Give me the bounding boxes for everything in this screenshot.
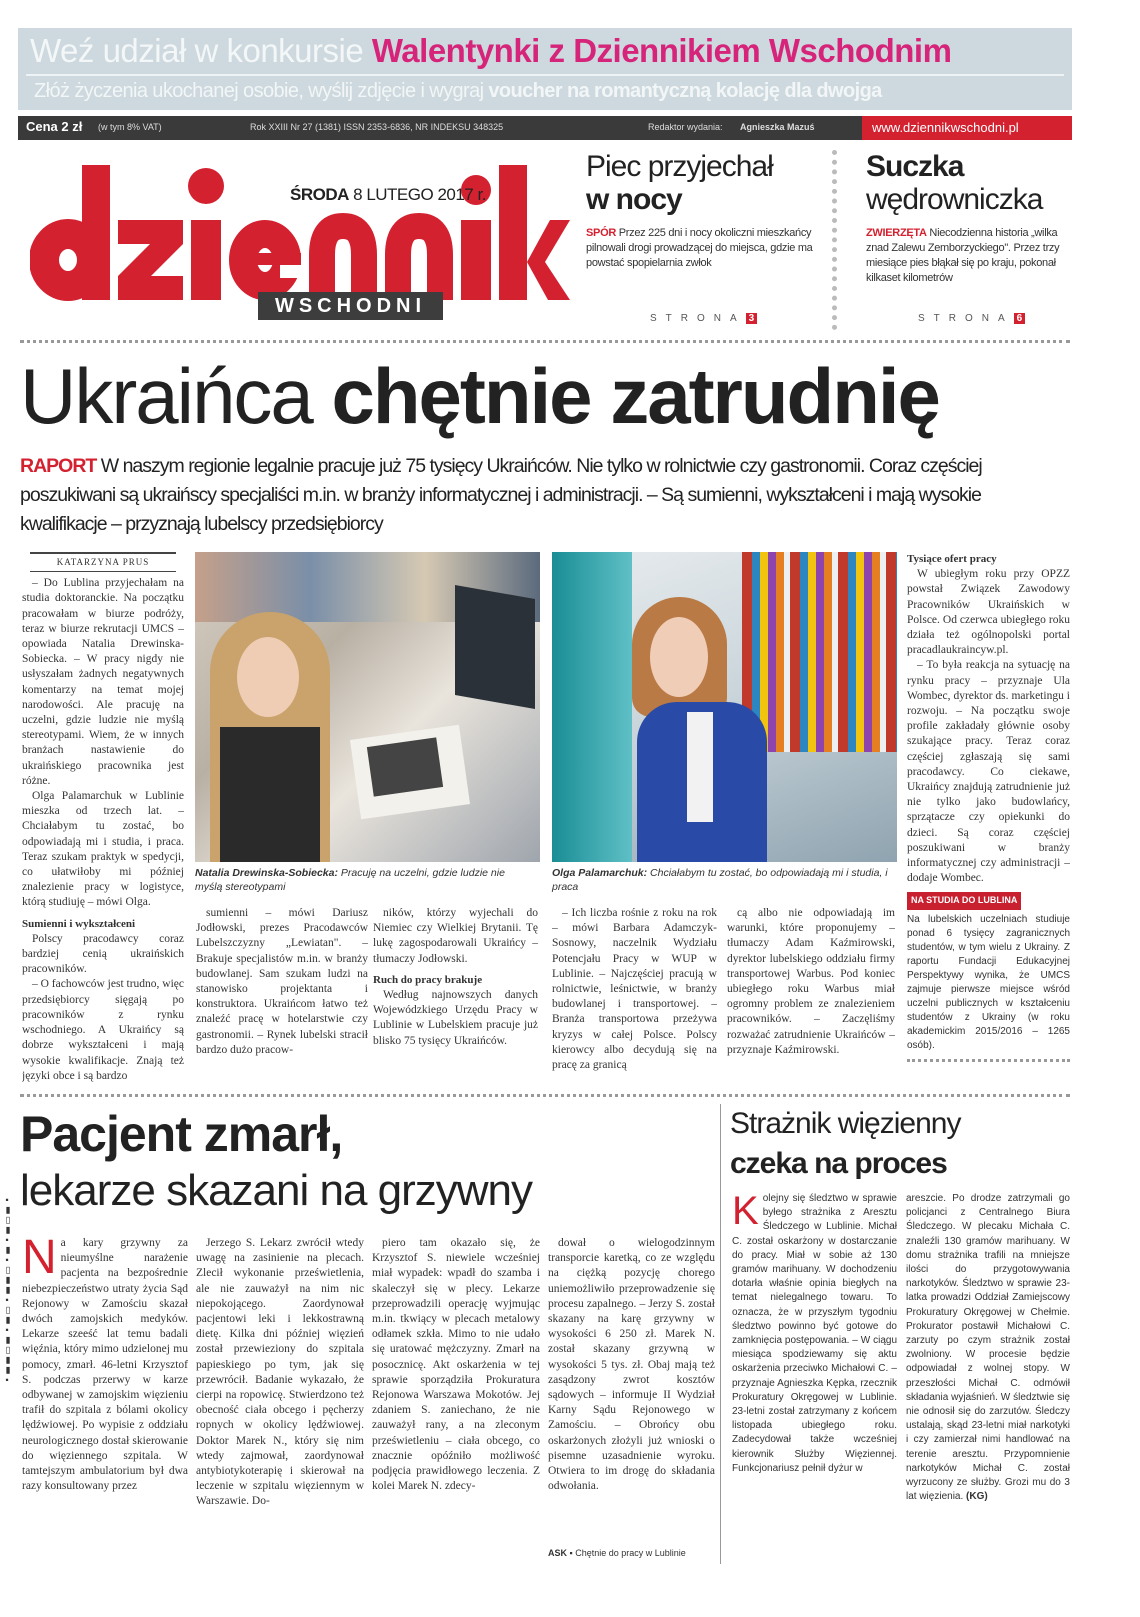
story-headline: Pacjent zmarł, bbox=[20, 1106, 343, 1162]
article-column bbox=[552, 906, 717, 1086]
teaser-page-ref[interactable]: STRONA 3 bbox=[650, 313, 757, 324]
column-rule bbox=[720, 1104, 721, 1564]
article-column bbox=[196, 1236, 364, 1566]
article-column bbox=[196, 906, 368, 1086]
banner-subline: Złóż życzenia ukochanej osobie, wyślij zdjęcie i wygraj voucher na romantyczną kolację dla dwojga bbox=[34, 80, 882, 102]
info-box-text: Na lubelskich uczelniach studiuje ponad 6 tysięcy zagranicznych studentów, w tym wielu z Ukrainy. Z raportu Fundacji Edukacyjnej Perspektywy wynika, że UMCS zajmuje pierwsze miejsce wśród uczelni publicznych w kształceniu studentów z Ukrainy (w roku akademickim 2015/2016 – 1265 osób). bbox=[907, 913, 1070, 1062]
paragraph: ników, którzy wyjechali do Niemiec czy Wielkiej Brytanii. Tę lukę zagospodarowali Ukraińcy – tłumaczy Jodłowski. bbox=[373, 907, 538, 965]
story-headline: Strażnik więzienny bbox=[730, 1107, 961, 1140]
paragraph: a kary grzywny za nieumyślne narażenie pacjenta na bezpośrednie niebezpieczeństwo utraty życia Sąd Rejonowy w Zamościu skazał dwóch zamojskich medyków. Lekarze szeeść lat temu badali więźnia, który mimo udzielonej mu pomocy, zmarł. 46-letni Krzysztof S. podczas przerwy w karze odbywanej w zamojskim więzieniu trafił do szpitala z bólami okolicy lędźwiowej. Po wypisie z oddziału neurologicznego dostał skierowanie do więziennego szpitala. W tamtejszym ambulatorium był dwa razy konsultowany przez bbox=[22, 1237, 188, 1493]
signature: (KG) bbox=[966, 1491, 988, 1503]
article-column bbox=[373, 906, 538, 1086]
story-subheadline: lekarze skazani na grzywny bbox=[20, 1166, 533, 1215]
website-link[interactable]: www.dziennikwschodni.pl bbox=[862, 116, 1072, 140]
paragraph: – Do Lublina przyjechałam na studia doktoranckie. Na początku pracowałam w biurze podróży, teraz w biurze rekrutacji UMCS – opowiada Natalia Drewinska-Sobiecka. – W pracy nigdy nie usłyszałam żadnych negatywnych komentarzy na temat mojej narodowości. Ale pracuję na uczelni, gdzie ludzie nie myślą stereotypami. Wiem, że w innych branżach nastawienie do ukraińskiego pracownika jest różne. bbox=[22, 577, 184, 787]
vat-note: (w tym 8% VAT) bbox=[98, 122, 162, 132]
price: Cena 2 zł bbox=[26, 119, 83, 134]
article-column bbox=[22, 1236, 188, 1566]
article-column bbox=[548, 1236, 715, 1540]
article-column bbox=[732, 1192, 897, 1564]
logo-subtitle: WSCHODNI bbox=[274, 295, 427, 317]
paragraph: W ubiegłym roku przy OPZZ powstał Związek Zawodowy Pracowników Ukraińskich w Polsce. Od czerwca ubiegłego roku działa też ogólnopolski portal pracadlaukraincyw.pl. bbox=[907, 568, 1070, 657]
paragraph: – O fachowców jest trudno, więc przedsiębiorcy sięgają po pracowników z rynku wschodniego. A Ukraińcy są dobrze wykształceni i mają wysokie kwalifikacje. Znają też języki obce i są bardzo bbox=[22, 978, 184, 1082]
article-column bbox=[727, 906, 895, 1086]
byline: KATARZYNA PRUS bbox=[30, 552, 176, 572]
paragraph: – To była reakcja na sytuację na rynku pracy – przyznaje Ula Wombec, dyrektor ds. marketingu i rozwoju. – Na początku swoje profile zakładały głównie osoby szukające pracy. Teraz coraz częściej zgłaszają się sami pracodawcy. Co ciekawe, Ukraińcy znajdują zatrudnienie już nie tylko jako budowlańcy, sprzątacze czy opiekunki do dzieci. Są coraz częściej poszukiwani w branży informatycznej czy administracji – dodaje Wombec. bbox=[907, 659, 1070, 885]
paragraph: – Ich liczba rośnie z roku na rok – mówi Barbara Adamczyk-Sosnowy, naczelnik Wydziału Potencjału Pracy w WUP w Lublinie. – Najczęściej pracują w rolnictwie, leśnictwie, w branży budowlanej i transportowej. – Branża transportowa przeżywa kryzys w całej Polsce. Polscy kierowcy albo decydują się na pracę za granicą bbox=[552, 907, 717, 1072]
issue-number: Rok XXIII Nr 27 (1381) ISSN 2353-6836, NR INDEKSU 348325 bbox=[250, 122, 504, 132]
story-subheadline: czeka na proces bbox=[730, 1147, 947, 1180]
teaser-page-ref[interactable]: STRONA 6 bbox=[918, 313, 1025, 324]
article-column bbox=[372, 1236, 540, 1566]
photo-caption: Natalia Drewinska-Sobiecka: Pracuję na uczelni, gdzie ludzie nie myślą stereotypami bbox=[195, 867, 505, 893]
main-headline: Ukraińca chętnie zatrudnię bbox=[20, 352, 939, 440]
subheading: Ruch do pracy brakuje bbox=[373, 973, 483, 986]
section-divider bbox=[20, 1094, 1070, 1097]
article-column bbox=[906, 1192, 1070, 1564]
paragraph: olejny się śledztwo w sprawie byłego strażnika z Aresztu Śledczego w Lublinie. Michał C. został oskarżony w dostarczanie do pracy. Miał w sobie aż 130 gramów marihuany. W dochodzeniu dotarła właśnie opinia biegłych na temat nielegalnego towaru. To oznacza, że w przyszłym tygodniu śledztwo powinno być gotowe do zamknięcia postępowania. – W ciągu miesiąca spodziewamy się aktu oskarżenia przeciwko Michałowi C. – przyznaje Agnieszka Kępka, rzecznik Prokuratury Okręgowej w Lublinie. 23-letni został zatrzymany z końcem listopada ubiegłego roku. Zadecydował także wcześniej kierownik Służby Więziennej. Funkcjonariusz pełnił dyżur w bbox=[732, 1193, 897, 1474]
paragraph: areszcie. Po drodze zatrzymali go policjanci z Centralnego Biura Śledczego. W plecaku Michała C. znaleźli 130 gramów marihuany. W domu strażnika trafili na mniejsze ilości do przygotowywania narkotyków. Śledztwo w sprawie 23-latka prowadzi Oddział Zamiejscowy Prokuratury Okręgowej w Chełmie. Prokurator postawił Michałowi C. zarzuty po czym strażnik został zwolniony. W procesie będzie odpowiadał z wolnej stopy. W przeszłości Michał C. odmówił składania wyjaśnień. W śledztwie się nie odnosił się do zarzutów. Śledczy ustalają, skąd 23-letni miał narkotyki i czy zamierzał nimi handlować na terenie aresztu. Przypomnienie narkotyków Michał C. został wyrzucony ze służby. Grozi mu do 3 lat więzienia. bbox=[906, 1193, 1070, 1503]
paragraph: Jerzego S. Lekarz zwrócił wtedy uwagę na zasinienie na plecach. Zlecił wykonanie prześwietlenia, ale nie zauważył na nim nic niepokojącego. Zaordynował pacjentowi leki i lekkostrawną dietę. Kilka dni później więzień został przewieziony do szpitala papieskiego po tym, jak się przewrócił. Badanie wykazało, że cierpi na ropowicę. Stwierdzono też obecność ciała obcego i pęcherzy ropnych w okolicy lędźwiowej. Doktor Marek N., który się nim wtedy zajmował, zaordynował antybiotykoterapię i skierował na leczenie w szpitalu więziennym w Warszawie. Do- bbox=[196, 1237, 364, 1508]
teaser-title: Piec przyjechał w nocy bbox=[586, 150, 773, 216]
contest-banner[interactable] bbox=[18, 28, 1072, 110]
column-separator bbox=[832, 150, 837, 330]
paragraph: dował o wielogodzinnym transporcie karetką, co ze względu na ciężką pozycję chorego uniemożliwiło przeprowadzenie się procesu zapalnego. – Jerzy S. został skazany na karę grzywny w wysokości 6 250 zł. Marek N. został skazany grzywną w wysokości 5 tys. zł. Obaj mają też zasądzony zwrot kosztów sądowych – informuje II Wydział Karny Sądu Rejonowego w Zamościu. – Obrońcy obu oskarżonych złożyli już wnioski o pisemne uzasadnienie wyroku. Otwiera to im drogę do składania odwołania. bbox=[548, 1237, 715, 1493]
issue-date: ŚRODA 8 LUTEGO 2017 r. bbox=[290, 185, 486, 204]
teaser-suczka[interactable] bbox=[866, 150, 1071, 286]
editor-name: Agnieszka Mazuś bbox=[740, 122, 815, 132]
drop-cap: N bbox=[22, 1236, 57, 1284]
main-lead: RAPORT W naszym regionie legalnie pracuje już 75 tysięcy Ukraińców. Nie tylko w rolnictwie czy gastronomii. Coraz częściej poszukiwani są ukraińscy specjaliści m.in. w branży informatycznej i administracji. – Są sumienni, wykształceni i mają wysokie kwalifikacje – przyznają lubelscy przedsiębiorcy bbox=[20, 455, 982, 535]
paragraph: Olga Palamarchuk w Lublinie mieszka od trzech lat. – Chciałabym tu zostać, bo odpowiadają mi i studia, i praca. Teraz szukam praktyk w spedycji, co ułatwiłoby mi później znalezienie pracy w logistyce, którą studiuję – mówi Olga. bbox=[22, 790, 184, 909]
teaser-text: SPÓR Przez 225 dni i nocy okoliczni mieszkańcy pilnowali drogi prowadzącej do miejsca, gdzie ma powstać spopielarnia zwłok bbox=[586, 227, 813, 269]
article-column bbox=[907, 552, 1070, 1087]
subheading: Tysiące ofert pracy bbox=[907, 553, 997, 565]
drop-cap: K bbox=[732, 1192, 759, 1233]
subheading: Sumienni i wykształceni bbox=[22, 917, 136, 930]
section-divider bbox=[20, 340, 1070, 343]
paragraph: piero tam okazało się, że Krzysztof S. niewiele wcześniej miał wypadek: wpadł do szamba i skaleczył się w plecy. Lekarze przeprowadzili operację wyjmując m.in. tkwiący w plecach metalowy odłamek szkła. Mimo to nie udało się uratować mężczyzny. Zmarł na posocznicę. Akt oskarżenia w tej sprawie sporządziła Prokuratura Rejonowa Warszawa Mokotów. Jej zdaniem S. zaniechano, że nie zauważył rany, a na zleconym prześwietleniu – ciała obcego, co znacznie opóźniło możliwość podjęcia prawidłowego leczenia. Z kolei Marek N. zdecy- bbox=[372, 1237, 540, 1493]
photo-caption: Olga Palamarchuk: Chciałabym tu zostać, bo odpowiadają mi i studia, i praca bbox=[552, 867, 888, 893]
banner-headline: Weź udział w konkursie Walentynki z Dziennikiem Wschodnim bbox=[30, 32, 952, 69]
cross-reference[interactable]: ASK ▪ Chętnie do pracy w Lublinie bbox=[548, 1548, 686, 1558]
teaser-piec[interactable] bbox=[586, 150, 826, 271]
paragraph: sumienni – mówi Dariusz Jodłowski, prezes Pracodawców Lubelszczyzny „Lewiatan". – Brakuje specjalistów m.in. w branży budowlanej. Sam szukam ludzi na stanowisko projektanta i konstruktora. Ukraińcom łatwo też znaleźć pracę w hotelarstwie czy gastronomii. – Rynek lubelski stracił bardzo dużo pracow- bbox=[196, 907, 368, 1056]
paragraph: Według najnowszych danych Wojewódzkiego Urzędu Pracy w Lublinie w Lubelskiem pracuje już blisko 75 tysięcy Ukraińców. bbox=[373, 989, 538, 1047]
banner-divider bbox=[26, 74, 1064, 76]
paragraph: cą albo nie odpowiadają im warunki, które proponujemy – tłumaczy Adam Kaźmirowski, dyrektor lubelskiego oddziału firmy transportowej Warbus. Pod koniec ubiegłego roku Warbus miał ogromny problem ze znalezieniem pracowników. – Zaczęliśmy rozważać zatrudnienie Ukraińców – przyznaje Kaźmirowski. bbox=[727, 907, 895, 1056]
article-column bbox=[22, 552, 184, 1087]
issue-info-bar bbox=[18, 116, 1072, 140]
teaser-text: ZWIERZĘTA Niecodzienna historia „wilka znad Zalewu Zemborzyckiego". Przez trzy miesiące pies błąkał się po kraju, pokonał kilkaset kilometrów bbox=[866, 227, 1060, 284]
paragraph: Polscy pracodawcy coraz bardziej cenią ukraińskich pracowników. bbox=[22, 932, 184, 976]
info-box-label: NA STUDIA DO LUBLINA bbox=[907, 892, 1021, 909]
margin-code: ▪▮▮▯▮▪▮▯▪▮▮▯▪▮▪▮▯▮▪ bbox=[2, 1195, 12, 1385]
editor-label: Redaktor wydania: bbox=[648, 122, 723, 132]
teaser-title: Suczka wędrowniczka bbox=[866, 150, 1043, 216]
photo-olga bbox=[552, 552, 897, 862]
photo-natalia bbox=[195, 552, 540, 862]
